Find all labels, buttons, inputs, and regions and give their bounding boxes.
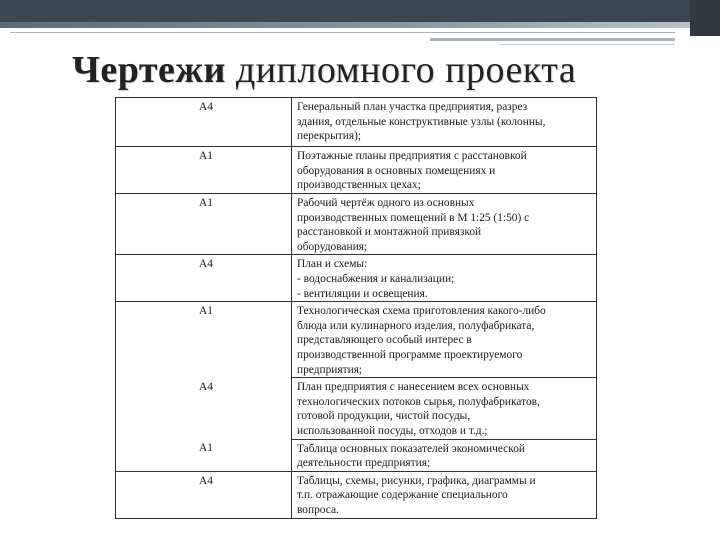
format-cell: А1 — [116, 439, 292, 471]
table-row — [116, 255, 597, 302]
slide-title-bold: Чертежи — [72, 49, 226, 91]
description-cell: Таблица основных показателей экономической деятельности предприятия; — [292, 439, 597, 471]
description-cell: План и схемы: - водоснабжения и канализации; - вентиляции и освещения. — [292, 255, 597, 302]
format-cell: А1 — [116, 302, 292, 378]
description-cell: Технологическая схема приготовления какого-либо блюда или кулинарного изделия, полуфабриката, представляющего особый интерес в производственной программе проектируемого предприятия; — [292, 302, 597, 378]
description-cell: Таблицы, схемы, рисунки, графика, диаграммы и т.п. отражающие содержание специального вопроса. — [292, 471, 597, 518]
corner-block — [690, 0, 720, 36]
top-banner — [0, 0, 720, 22]
decor-line — [430, 38, 675, 41]
table-row — [116, 471, 597, 518]
table-row — [116, 378, 597, 439]
decor-line — [500, 44, 675, 45]
accent-stripe — [0, 22, 690, 28]
table-row — [116, 147, 597, 194]
description-cell: Генеральный план участка предприятия, разрез здания, отдельные конструктивные узлы (колонны, перекрытия); — [292, 98, 597, 147]
description-cell: Рабочий чертёж одного из основных производственных помещений в М 1:25 (1:50) с расстановкой и монтажной привязкой оборудования; — [292, 194, 597, 255]
drawings-table — [115, 97, 597, 519]
table-row — [116, 194, 597, 255]
format-cell: А4 — [116, 378, 292, 439]
format-cell: А1 — [116, 194, 292, 255]
format-cell: А4 — [116, 98, 292, 147]
table-row — [116, 302, 597, 378]
slide-title — [72, 48, 576, 92]
description-cell: Поэтажные планы предприятия с расстановкой оборудования в основных помещениях и производственных цехах; — [292, 147, 597, 194]
format-cell: А4 — [116, 255, 292, 302]
format-cell: А4 — [116, 471, 292, 518]
slide-title-rest: дипломного проекта — [225, 49, 577, 91]
description-cell: План предприятия с нанесением всех основных технологических потоков сырья, полуфабрикатов, готовой продукции, чистой посуды, использованной посуды, отходов и т.д.; — [292, 378, 597, 439]
format-cell: А1 — [116, 147, 292, 194]
table-row — [116, 439, 597, 471]
decor-line — [10, 32, 675, 33]
table-row — [116, 98, 597, 147]
drawings-table-scan — [115, 97, 597, 516]
